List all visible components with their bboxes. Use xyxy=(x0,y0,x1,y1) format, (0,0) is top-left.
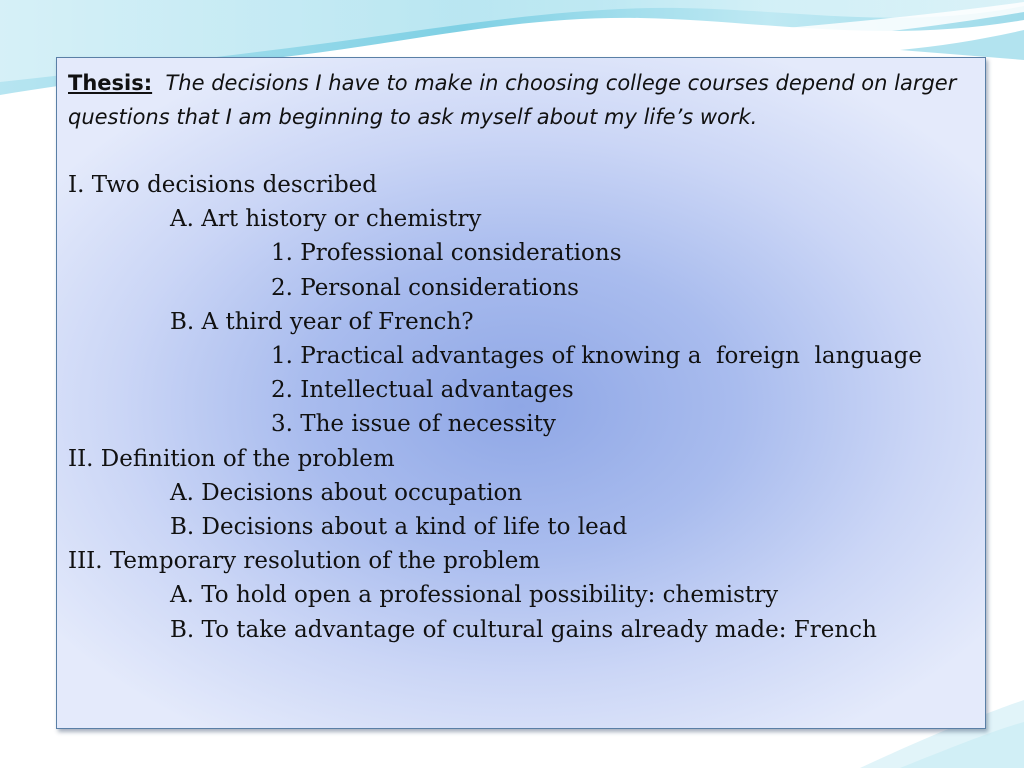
outline-list xyxy=(68,168,985,647)
thesis-label: Thesis: xyxy=(68,71,153,95)
outline-item-level-2: B. Decisions about a kind of life to lead xyxy=(170,514,628,541)
outline-item-level-1: I. Two decisions described xyxy=(68,172,378,198)
outline-item-level-1: II. Definition of the problem xyxy=(68,445,395,472)
outline-item-level-3: 3. The issue of necessity xyxy=(271,411,556,438)
outline-item-level-3: 1. Practical advantages of knowing a foreign language xyxy=(271,343,922,370)
outline-text-box xyxy=(56,57,986,729)
thesis-text: The decisions I have to make in choosing college courses depend on larger questions that I am beginning to ask myself about my life’s work. xyxy=(68,71,957,129)
outline-item-level-2: B. A third year of French? xyxy=(170,308,474,335)
outline-item-level-3: 2. Personal considerations xyxy=(271,274,579,301)
outline-item-level-3: 1. Professional considerations xyxy=(271,240,622,267)
outline-item-level-2: A. Decisions about occupation xyxy=(170,479,523,506)
outline-item-level-1: III. Temporary resolution of the problem xyxy=(68,548,541,575)
outline-item-level-2: A. To hold open a professional possibility: chemistry xyxy=(170,582,779,609)
outline-item-level-2: A. Art history or chemistry xyxy=(170,206,482,233)
thesis-statement xyxy=(68,66,973,134)
outline-item-level-3: 2. Intellectual advantages xyxy=(271,377,574,404)
outline-item-level-2: B. To take advantage of cultural gains already made: French xyxy=(170,616,877,643)
